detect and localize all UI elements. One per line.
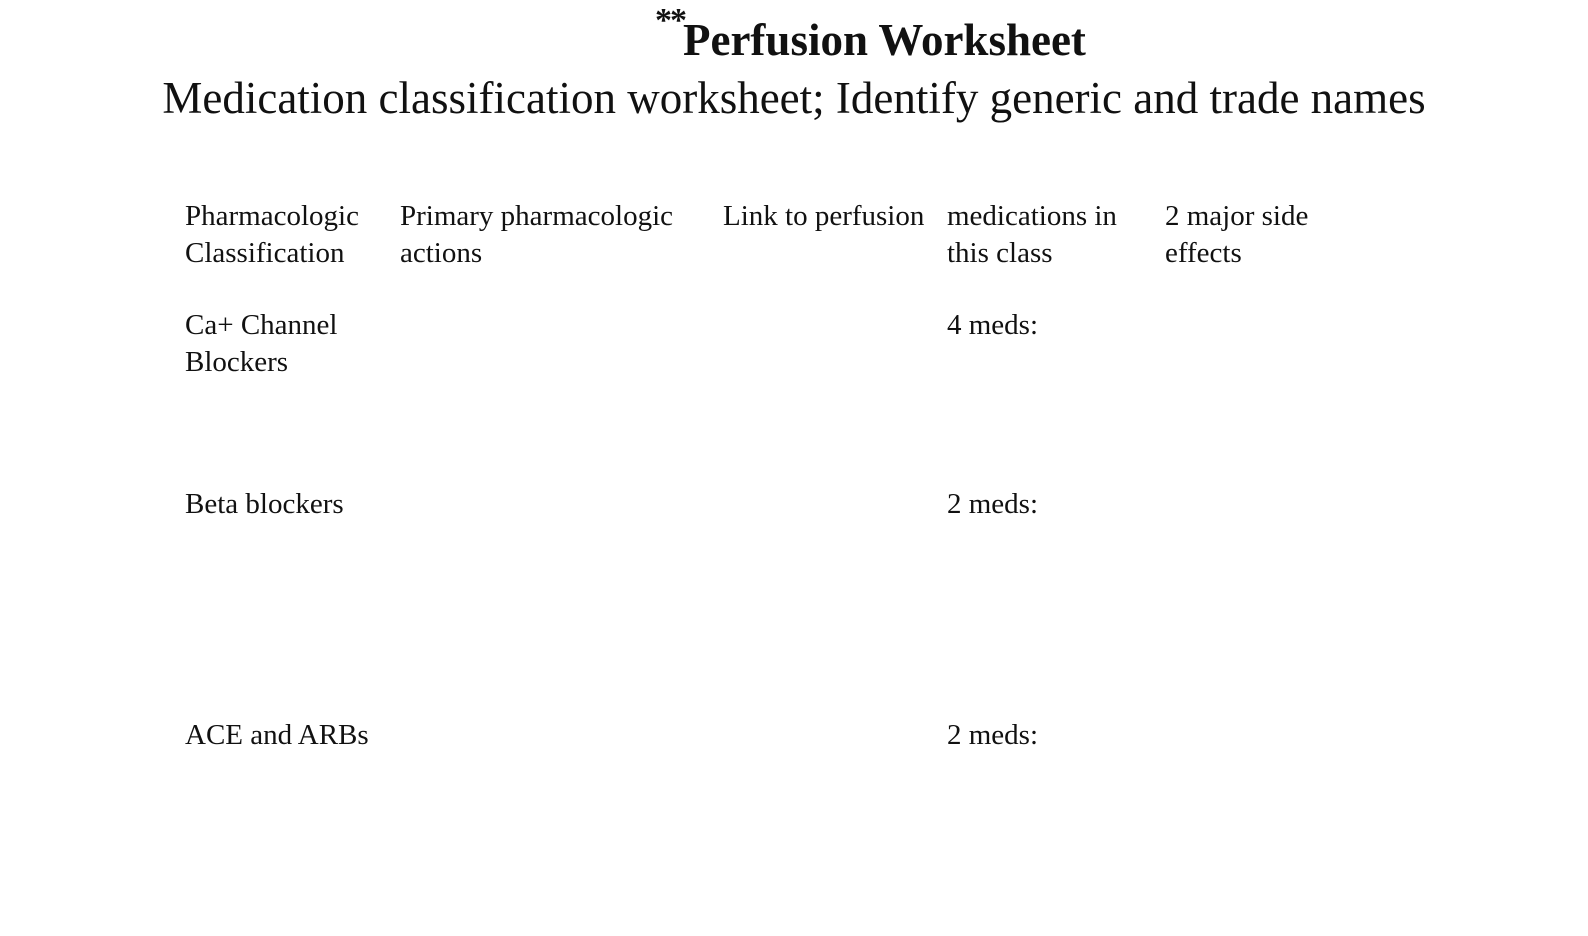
title-row <box>0 4 1588 68</box>
column-header-link: Link to perfusion <box>723 200 925 232</box>
column-header-classification: Pharmacologic Classification <box>185 200 359 269</box>
page-title: Perfusion Worksheet <box>683 15 1086 65</box>
row-meds-ca-channel-blockers: 4 meds: <box>947 309 1039 341</box>
row-classification-beta-blockers: Beta blockers <box>185 488 344 520</box>
title-asterisks: ** <box>655 2 685 39</box>
row-meds-beta-blockers: 2 meds: <box>947 488 1039 520</box>
row-classification-ace-arbs: ACE and ARBs <box>185 719 369 751</box>
column-header-side-effects: 2 major side effects <box>1165 200 1309 269</box>
column-header-medications: medications in this class <box>947 200 1117 269</box>
page-subtitle: Medication classification worksheet; Identify generic and trade names <box>162 73 1426 123</box>
row-meds-ace-arbs: 2 meds: <box>947 719 1039 751</box>
row-classification-ca-channel-blockers: Ca+ Channel Blockers <box>185 309 338 378</box>
column-header-actions: Primary pharmacologic actions <box>400 200 673 269</box>
